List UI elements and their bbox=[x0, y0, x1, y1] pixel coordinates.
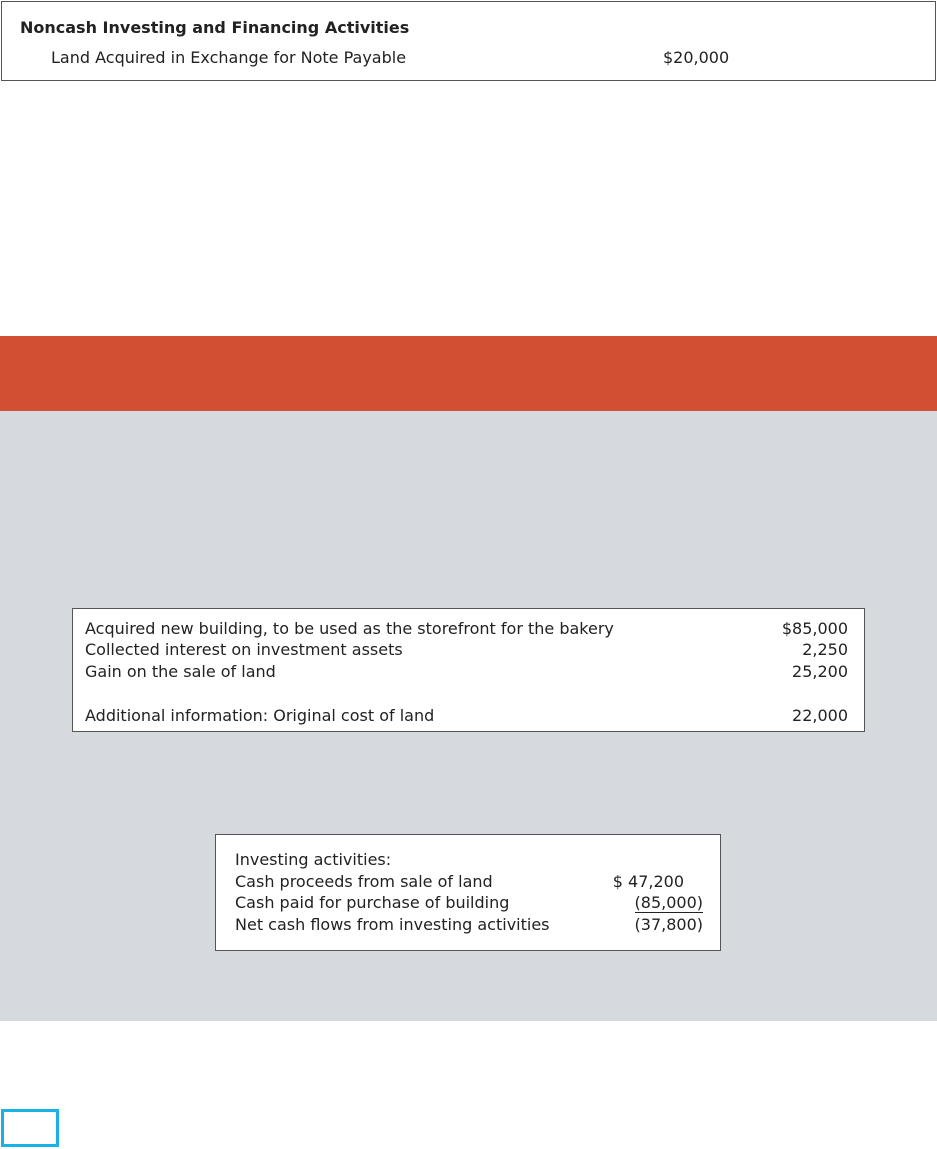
noncash-item-label: Land Acquired in Exchange for Note Payable bbox=[51, 48, 407, 67]
highlight-box bbox=[1, 1109, 59, 1147]
investing-label: Cash proceeds from sale of land bbox=[235, 872, 493, 891]
investing-amount: $ 47,200 bbox=[612, 872, 684, 891]
investing-total-amount: (37,800) bbox=[634, 915, 703, 934]
investing-total-label: Net cash flows from investing activities bbox=[235, 915, 550, 934]
investing-activities-box bbox=[215, 834, 721, 951]
investing-label: Cash paid for purchase of building bbox=[235, 893, 510, 912]
transaction-amount: $85,000 bbox=[781, 619, 848, 638]
transaction-amount: 25,200 bbox=[792, 662, 848, 681]
additional-info-amount: 22,000 bbox=[792, 706, 848, 725]
noncash-activities-box bbox=[1, 1, 936, 81]
transaction-amount: 2,250 bbox=[802, 640, 848, 659]
additional-info-label: Additional information: Original cost of land bbox=[85, 706, 435, 725]
noncash-item-amount: $20,000 bbox=[663, 48, 730, 67]
transaction-label: Collected interest on investment assets bbox=[85, 640, 403, 659]
section-banner bbox=[0, 336, 937, 411]
transaction-label: Gain on the sale of land bbox=[85, 662, 276, 681]
transactions-box bbox=[72, 608, 865, 732]
investing-heading: Investing activities: bbox=[235, 850, 392, 869]
investing-amount: (85,000) bbox=[634, 893, 703, 912]
transaction-label: Acquired new building, to be used as the storefront for the bakery bbox=[85, 619, 614, 638]
noncash-title: Noncash Investing and Financing Activities bbox=[20, 18, 410, 37]
